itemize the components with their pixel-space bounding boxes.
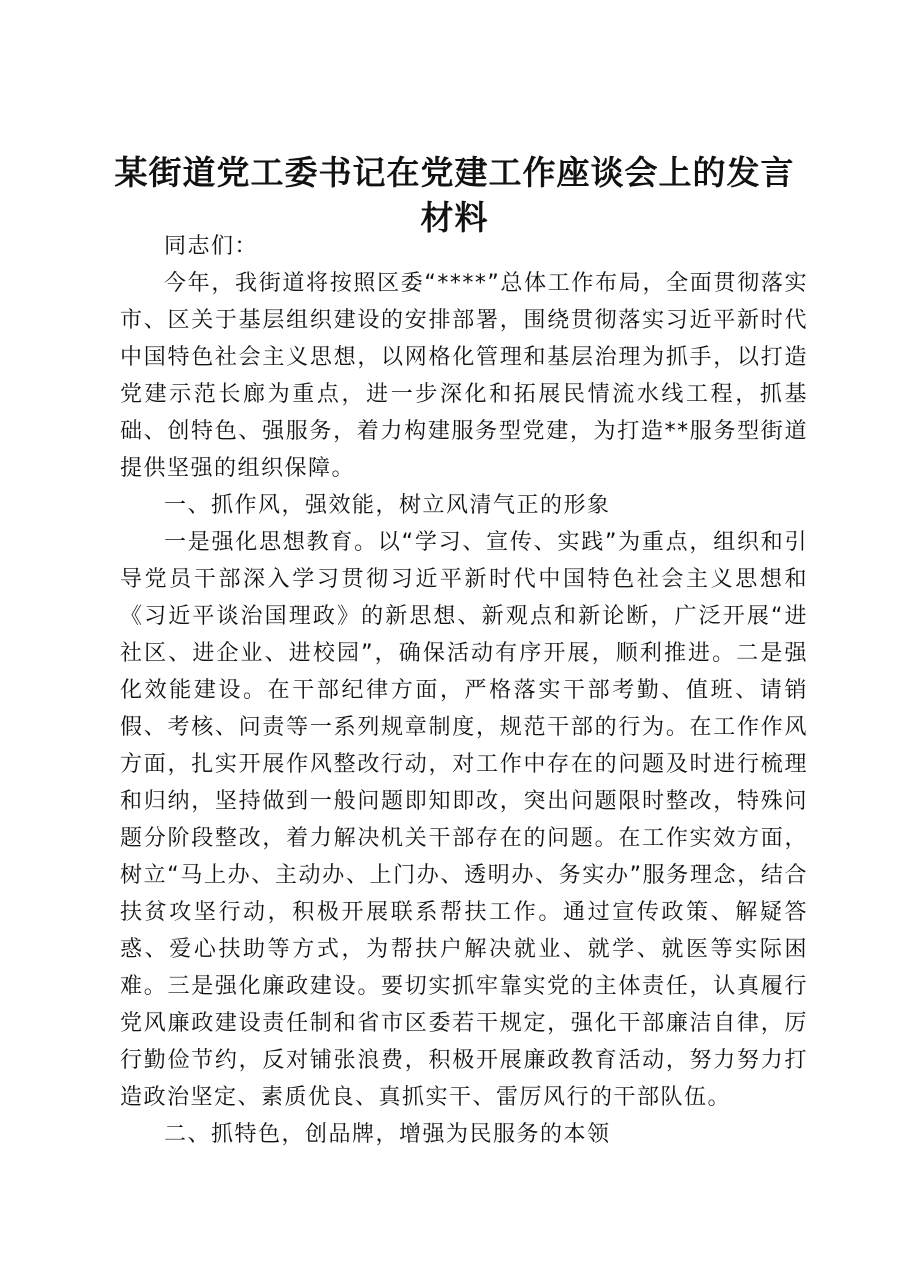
document-title-line-2: 材料 <box>420 198 489 237</box>
intro-paragraph: 今年，我街道将按照区委“****”总体工作布局，全面贯彻落实市、区关于基层组织建设的安排部署，围绕贯彻落实习近平新时代中国特色社会主义思想，以网格化管理和基层治理为抓手，以打造党建示范长廊为重点，进一步深化和拓展民情流水线工程，抓基础、创特色、强服务，着力构建服务型党建，为打造**服务型街道提供坚强的组织保障。 <box>120 271 808 481</box>
document-title-line-1: 某街道党工委书记在党建工作座谈会上的发言 <box>114 153 795 192</box>
section-1-paragraph: 一是强化思想教育。以“学习、宣传、实践”为重点，组织和引导党员干部深入学习贯彻习近平新时代中国特色社会主义思想和《习近平谈治国理政》的新思想、新观点和新论断，广泛开展“进社区、进企业、进校园”，确保活动有序开展，顺利推进。二是强化效能建设。在干部纪律方面，严格落实干部考勤、值班、请销假、考核、问责等一系列规章制度，规范干部的行为。在工作作风方面，扎实开展作风整改行动，对工作中存在的问题及时进行梳理和归纳，坚持做到一般问题即知即改，突出问题限时整改，特殊问题分阶段整改，着力解决机关干部存在的问题。在工作实效方面，树立“马上办、主动办、上门办、透明办、务实办”服务理念，结合扶贫攻坚行动，积极开展联系帮扶工作。通过宣传政策、解疑答惑、爱心扶助等方式，为帮扶户解决就业、就学、就医等实际困难。三是强化廉政建设。要切实抓牢靠实党的主体责任，认真履行党风廉政建设责任制和省市区委若干规定，强化干部廉洁自律，厉行勤俭节约，反对铺张浪费，积极开展廉政教育活动，努力努力打造政治坚定、素质优良、真抓实干、雷厉风行的干部队伍。 <box>120 530 809 1110</box>
document-body <box>120 228 808 1153</box>
section-heading-2: 二、抓特色，创品牌，增强为民服务的本领 <box>164 1122 611 1147</box>
document-title <box>100 150 809 240</box>
salutation: 同志们： <box>164 234 259 259</box>
section-heading-1: 一、抓作风，强效能，树立风清气正的形象 <box>164 493 611 518</box>
